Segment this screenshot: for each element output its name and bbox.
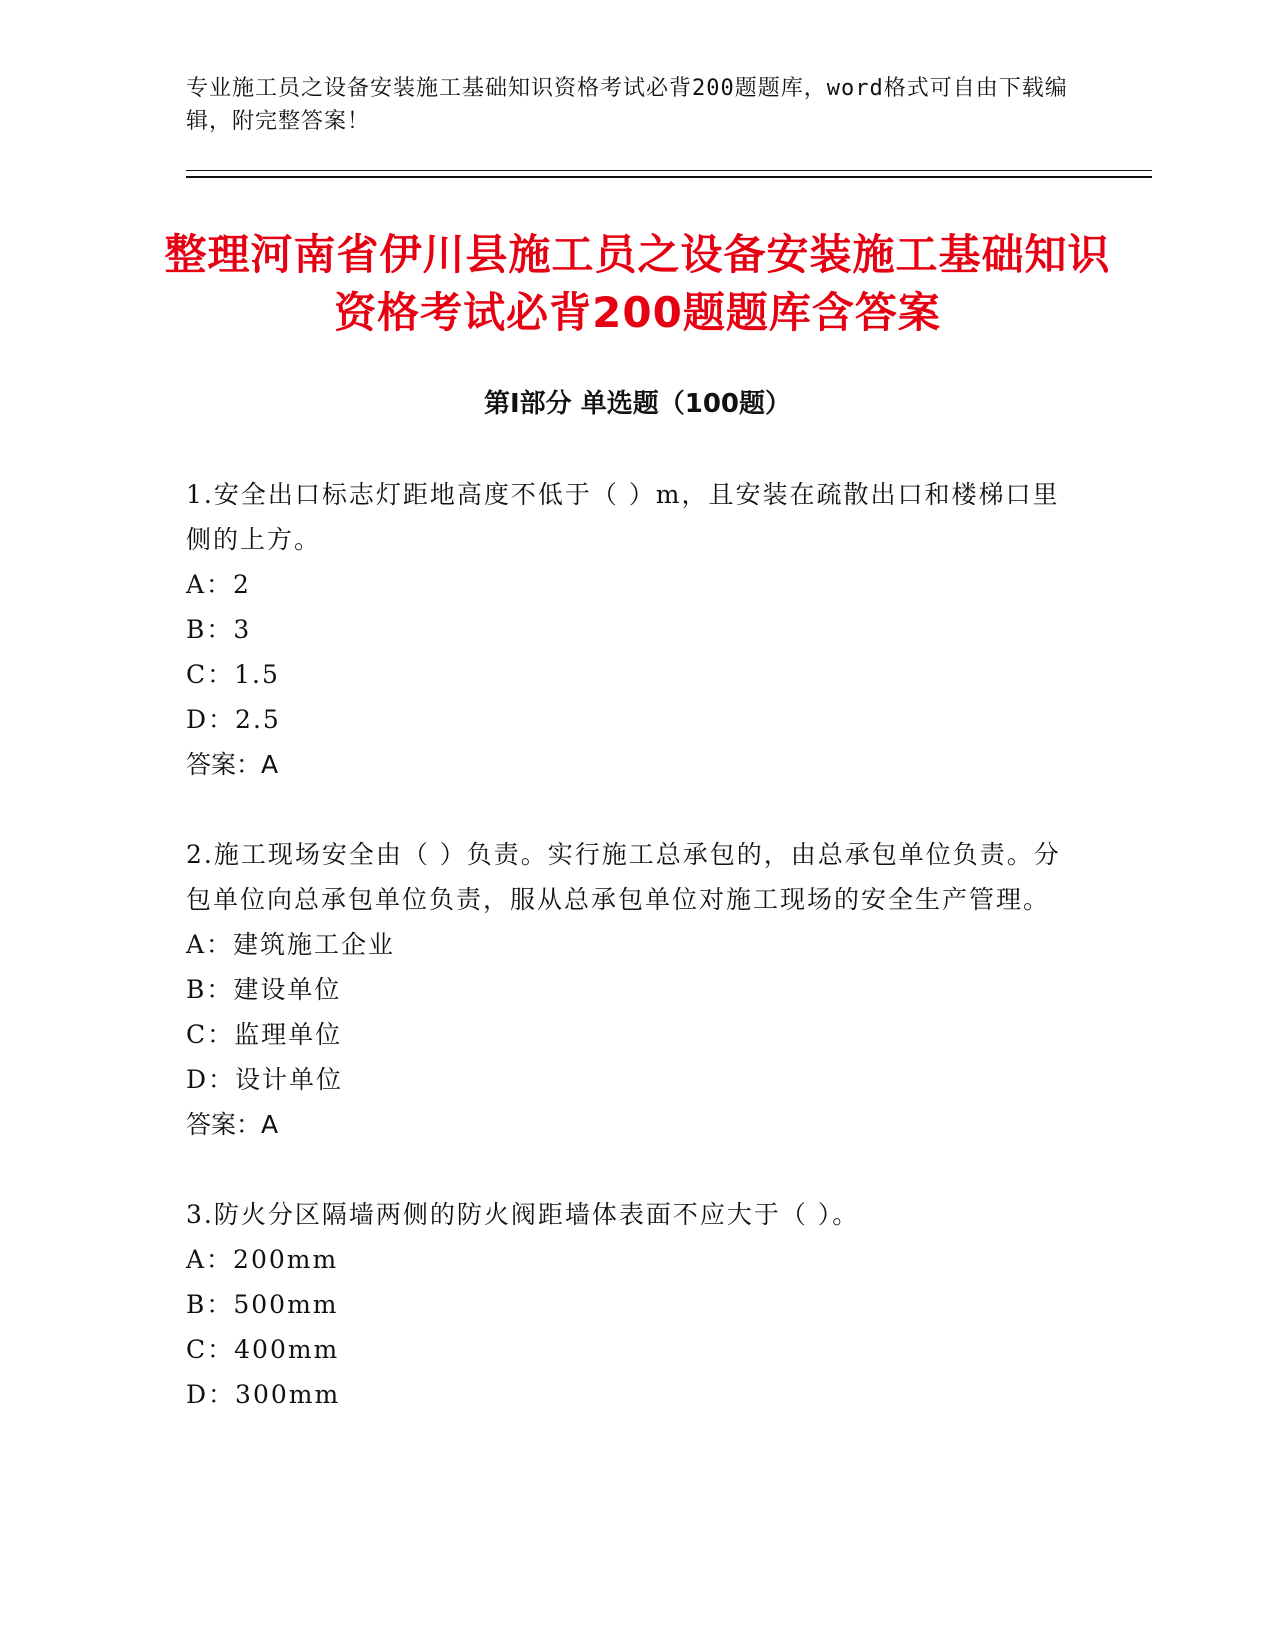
document-title: 整理河南省伊川县施工员之设备安装施工基础知识资格考试必背200题题库含答案: [164, 230, 1111, 337]
question-stem: 1.安全出口标志灯距地高度不低于（ ）m，且安装在疏散出口和楼梯口里侧的上方。: [186, 480, 1060, 554]
question-item: [186, 472, 1086, 787]
header-divider-thin: [186, 170, 1152, 171]
question-list: [186, 472, 1086, 1417]
question-option: C：1.5: [186, 660, 280, 689]
question-option: D：设计单位: [186, 1065, 344, 1094]
question-spacer: [186, 1147, 1086, 1192]
question-option: B：500mm: [186, 1290, 339, 1319]
header-note: 专业施工员之设备安装施工基础知识资格考试必背200题题库，word格式可自由下载编辑，附完整答案！: [186, 76, 1068, 134]
question-spacer: [186, 787, 1086, 832]
question-option: D：2.5: [186, 705, 281, 734]
question-option: A：2: [186, 570, 251, 599]
question-answer: 答案：A: [186, 750, 279, 779]
question-option: D：300mm: [186, 1380, 341, 1409]
question-option: B：3: [186, 615, 252, 644]
question-option: C：监理单位: [186, 1020, 343, 1049]
question-option: C：400mm: [186, 1335, 340, 1364]
question-stem: 3.防火分区隔墙两侧的防火阀距墙体表面不应大于（ ）。: [186, 1200, 860, 1229]
question-option: B：建设单位: [186, 975, 342, 1004]
question-stem: 2.施工现场安全由（ ）负责。实行施工总承包的，由总承包单位负责。分包单位向总承包单位负责，服从总承包单位对施工现场的安全生产管理。: [186, 840, 1061, 914]
question-item: [186, 1192, 1086, 1417]
section-title: 第Ⅰ部分 单选题（100题）: [484, 389, 791, 419]
question-answer: 答案：A: [186, 1110, 279, 1139]
question-option: A：建筑施工企业: [186, 930, 396, 959]
question-item: [186, 832, 1086, 1147]
header-divider-thick: [186, 176, 1152, 178]
question-option: A：200mm: [186, 1245, 339, 1274]
